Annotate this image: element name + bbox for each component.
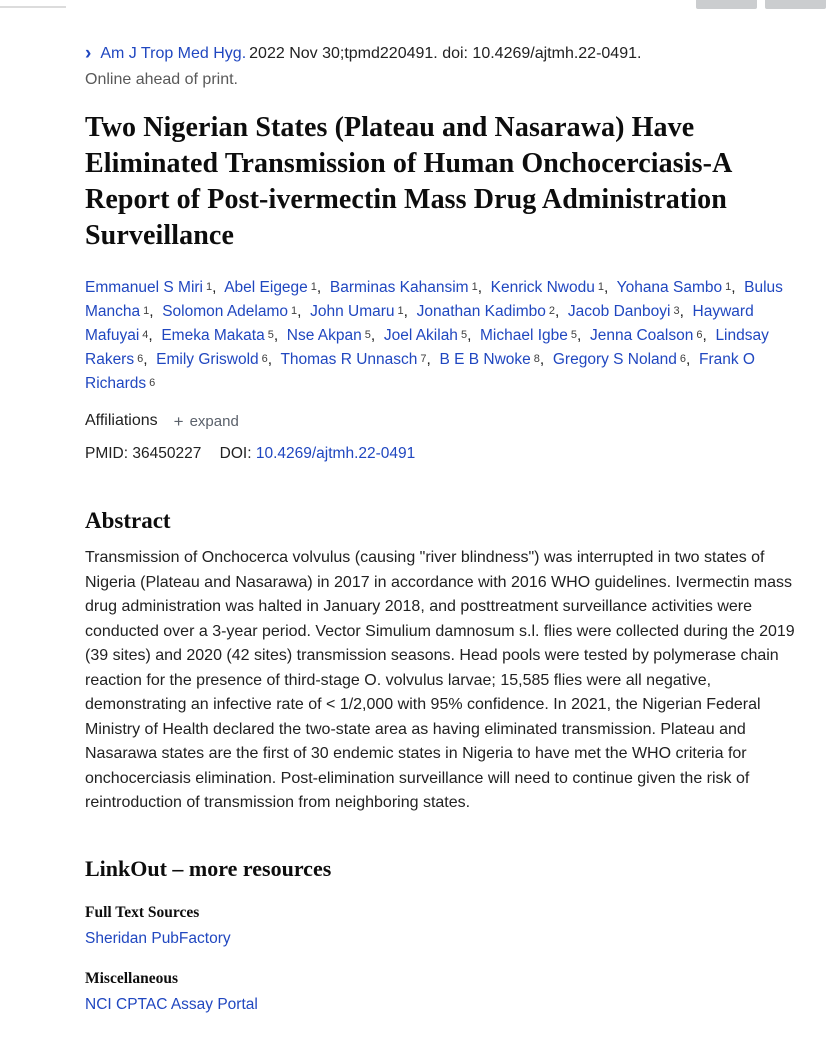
author-link[interactable]: John Umaru: [310, 303, 395, 320]
author-separator: ,: [273, 327, 283, 344]
plus-icon: +: [173, 411, 184, 431]
author-affiliation-number[interactable]: 1: [143, 305, 150, 317]
author-item: [330, 279, 486, 296]
author-separator: ,: [297, 303, 306, 320]
author-affiliation-number[interactable]: 1: [291, 305, 298, 317]
chevron-right-icon[interactable]: ›: [85, 43, 92, 64]
author-separator: ,: [143, 351, 152, 368]
author-separator: ,: [477, 279, 487, 296]
author-item: [491, 279, 613, 296]
pmid-value: 36450227: [132, 445, 202, 462]
journal-link[interactable]: Am J Trop Med Hyg.: [100, 45, 247, 62]
author-link[interactable]: Jonathan Kadimbo: [416, 303, 546, 320]
author-link[interactable]: Solomon Adelamo: [162, 303, 289, 320]
author-item: [161, 327, 282, 344]
author-separator: ,: [539, 351, 549, 368]
author-affiliation-number[interactable]: 1: [471, 281, 478, 293]
author-affiliation-number[interactable]: 1: [725, 281, 732, 293]
author-separator: ,: [467, 327, 476, 344]
author-affiliation-number[interactable]: 5: [364, 329, 371, 341]
author-item: [617, 279, 740, 296]
author-affiliation-number[interactable]: 1: [397, 305, 404, 317]
authors-list: [85, 276, 795, 396]
author-separator: ,: [403, 303, 413, 320]
author-affiliation-number[interactable]: 4: [142, 329, 149, 341]
author-separator: ,: [426, 351, 436, 368]
linkout-category-misc: Miscellaneous: [85, 969, 178, 987]
author-item: [287, 327, 380, 344]
author-link[interactable]: Abel Eigege: [224, 279, 308, 296]
author-separator: ,: [604, 279, 613, 296]
author-link[interactable]: Joel Akilah: [383, 327, 458, 344]
citation-text: 2022 Nov 30;tpmd220491. doi: 10.4269/ajtmh.22-0491.: [249, 45, 642, 62]
author-item: [384, 327, 476, 344]
author-link[interactable]: Emily Griswold: [156, 351, 259, 368]
linkout-link-nci-cptac[interactable]: NCI CPTAC Assay Portal: [85, 995, 258, 1013]
author-link[interactable]: Nse Akpan: [286, 327, 362, 344]
linkout-heading: LinkOut – more resources: [85, 855, 332, 881]
expand-affiliations-button[interactable]: [174, 413, 239, 430]
author-item: [310, 303, 412, 320]
author-item: [568, 303, 688, 320]
author-separator: ,: [148, 327, 158, 344]
author-item: [224, 279, 325, 296]
author-link[interactable]: Jenna Coalson: [589, 327, 694, 344]
author-item: [85, 279, 221, 296]
author-item: [590, 327, 711, 344]
author-affiliation-number[interactable]: 5: [460, 329, 468, 341]
author-item: [162, 303, 306, 320]
abstract-heading: Abstract: [85, 508, 171, 533]
author-separator: ,: [686, 351, 695, 368]
author-link[interactable]: Yohana Sambo: [616, 279, 723, 296]
author-item: [417, 303, 564, 320]
author-link[interactable]: Jacob Danboyi: [567, 303, 671, 320]
author-affiliation-number[interactable]: 6: [696, 329, 703, 341]
toolbar-button-left[interactable]: [696, 0, 757, 9]
author-link[interactable]: Lindsay Rakers: [85, 327, 769, 368]
author-affiliation-number[interactable]: 5: [267, 329, 274, 341]
author-link[interactable]: Barminas Kahansim: [329, 279, 469, 296]
author-separator: ,: [370, 327, 380, 344]
author-separator: ,: [679, 303, 689, 320]
author-separator: ,: [577, 327, 586, 344]
doi-link[interactable]: 10.4269/ajtmh.22-0491: [255, 445, 416, 462]
author-item: [439, 351, 548, 368]
author-separator: ,: [316, 279, 326, 296]
identifiers-row: [85, 442, 795, 466]
author-item: [280, 351, 435, 368]
article-title: Two Nigerian States (Plateau and Nasarawa) Have Eliminated Transmission of Human Onchocerciasis-A Report of Post-ivermectin Mass Drug Administration Surveillance: [85, 112, 731, 251]
author-item: [480, 327, 586, 344]
linkout-link-sheridan[interactable]: Sheridan PubFactory: [85, 929, 231, 947]
author-link[interactable]: Hayward Mafuyai: [85, 303, 754, 344]
author-link[interactable]: Thomas R Unnasch: [280, 351, 418, 368]
author-affiliation-number[interactable]: 3: [673, 305, 680, 317]
author-link[interactable]: Emeka Makata: [161, 327, 265, 344]
expand-label: expand: [189, 412, 239, 430]
pmid-label: PMID:: [85, 445, 129, 462]
author-affiliation-number[interactable]: 1: [206, 281, 213, 293]
author-separator: ,: [149, 303, 158, 320]
author-affiliation-number[interactable]: 6: [261, 353, 268, 365]
author-affiliation-number[interactable]: 8: [533, 353, 540, 365]
author-item: [553, 351, 695, 368]
author-affiliation-number[interactable]: 1: [310, 281, 317, 293]
author-affiliation-number[interactable]: 6: [137, 353, 144, 365]
top-divider: [0, 6, 66, 8]
author-link[interactable]: Gregory S Noland: [552, 351, 677, 368]
author-affiliation-number[interactable]: 1: [597, 281, 604, 293]
affiliations-row: [85, 412, 795, 430]
author-link[interactable]: Bulus Mancha: [85, 279, 783, 320]
author-separator: ,: [212, 279, 221, 296]
author-link[interactable]: Michael Igbe: [480, 327, 568, 344]
toolbar-button-right[interactable]: [765, 0, 826, 9]
author-affiliation-number[interactable]: 2: [548, 305, 555, 317]
affiliations-label: Affiliations: [85, 412, 158, 429]
journal-citation-row: [85, 42, 795, 66]
author-link[interactable]: Frank O Richards: [85, 351, 755, 392]
author-separator: ,: [554, 303, 564, 320]
online-ahead-of-print: Online ahead of print.: [85, 71, 238, 88]
author-affiliation-number[interactable]: 6: [149, 377, 156, 389]
author-affiliation-number[interactable]: 7: [420, 353, 427, 365]
author-link[interactable]: Emmanuel S Miri: [85, 279, 203, 296]
author-separator: ,: [267, 351, 277, 368]
author-link[interactable]: B E B Nwoke: [439, 351, 531, 368]
author-item: [156, 351, 276, 368]
linkout-category-fulltext: Full Text Sources: [85, 903, 200, 921]
author-affiliation-number[interactable]: 6: [679, 353, 687, 365]
author-link[interactable]: Kenrick Nwodu: [490, 279, 595, 296]
abstract-text: Transmission of Onchocerca volvulus (causing "river blindness") was interrupted in two states of Nigeria (Plateau and Nasarawa) in 2017 in accordance with 2016 WHO guidelines. Ivermectin mass drug administration was halted in January 2018, and posttreatment surveillance activities were conducted over a 3-year period. Vector Simulium damnosum s.l. flies were collected during the 2019 (39 sites) and 2020 (42 sites) transmission seasons. Head pools were tested by polymerase chain reaction for the presence of third-stage O. volvulus larvae; 15,585 flies were all negative, demonstrating an infective rate of < 1/2,000 with 95% confidence. In 2021, the Nigerian Federal Ministry of Health declared the two-state area as having eliminated transmission. Plateau and Nasarawa states are the first of 30 endemic states in Nigeria to have met the WHO criteria for onchocerciasis elimination. Post-elimination surveillance will need to continue given the risk of reintroduction of transmission from neighboring states.: [85, 549, 795, 811]
doi-label: DOI:: [219, 445, 252, 462]
author-affiliation-number[interactable]: 5: [570, 329, 578, 341]
author-separator: ,: [702, 327, 712, 344]
author-separator: ,: [731, 279, 740, 296]
